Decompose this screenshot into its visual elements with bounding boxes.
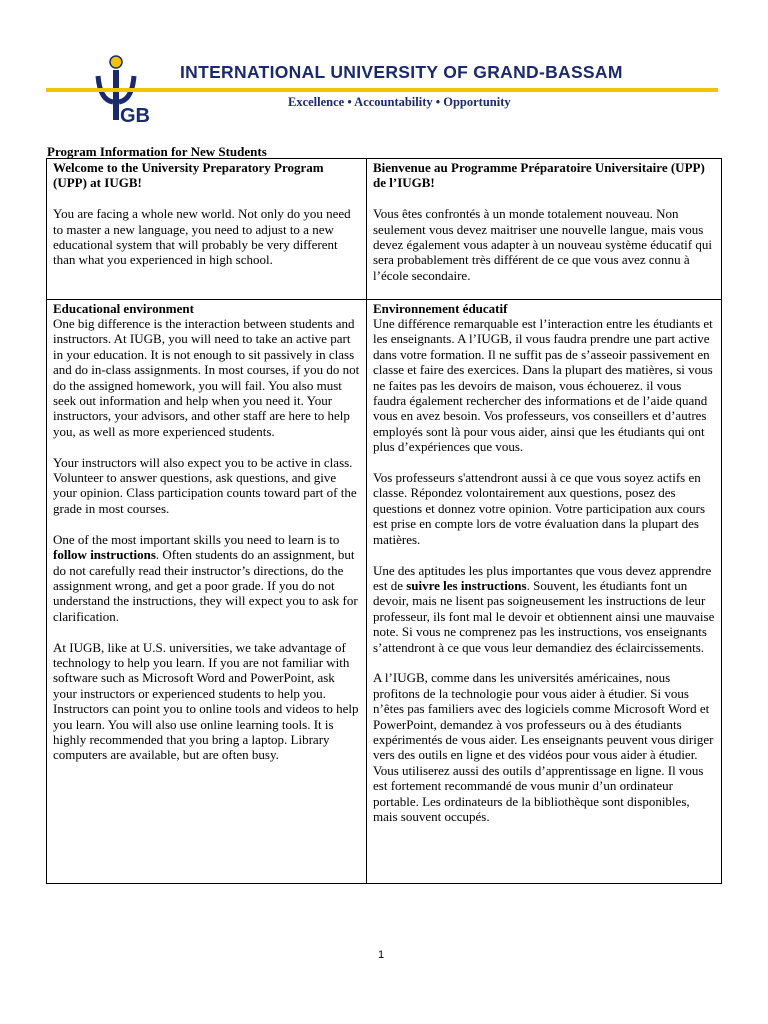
- environment-paragraph-3-fr: [373, 563, 715, 655]
- follow-instructions-emphasis: follow instructions: [53, 547, 156, 563]
- welcome-heading-en: Welcome to the University Preparatory Program (UPP) at IUGB!: [53, 160, 324, 191]
- environment-cell-fr: [367, 299, 722, 883]
- p3-text-end-en: . Often students do an assignment, but do not carefully read their instructor’s directions, do the assignment wrong, and get a poor grade. If you do not understand the instructions, they will expect you to ask for clarification.: [53, 547, 358, 624]
- table-row: [47, 159, 722, 300]
- suivre-instructions-emphasis: suivre les instructions: [406, 577, 527, 593]
- environment-heading-fr: Environnement éducatif: [373, 300, 508, 316]
- environment-paragraph-3-en: [53, 532, 360, 624]
- environment-paragraph-1-fr: Une différence remarquable est l’interaction entre les étudiants et les enseignants. A l’IUGB, il vous faudra prendre une part active dans votre formation. Il ne suffit pas de s’asseoir passivement en classe et faire des exercices. Dans la plupart des matières, si vous ne faites pas les devoirs de maison, vous échouerez. il vous faudra également rechercher des informations et de l’aide quand vous en avez besoin. Vos professeurs, vos conseillers et d’autres employés sont là pour vous aider, ainsi que les étudiants qui ont plus d’expériences que vous.: [373, 316, 713, 455]
- environment-paragraph-1-en: One big difference is the interaction between students and instructors. At IUGB, you will need to take an active part in your education. It is not enough to sit passively in class and do in-class assignments. In most courses, if you do not do the assigned homework, you will fail. You also must seek out information and help when you need it. Your instructors, your advisors, and other staff are here to help you, as well as more experienced students.: [53, 316, 360, 439]
- page-number: 1: [378, 949, 385, 961]
- welcome-heading-fr: Bienvenue au Programme Préparatoire Universitaire (UPP) de l’IUGB!: [373, 160, 705, 191]
- environment-paragraph-4-en: At IUGB, like at U.S. universities, we take advantage of technology to help you learn. If you are not familiar with software such as Microsoft Word and PowerPoint, ask your instructors or experienced students to help you. Instructors can point you to online tools and videos to help you learn. You will also use online learning tools. It is highly recommended that you bring a laptop. Library computers are available, but are often busy.: [53, 639, 359, 763]
- p3-text-start-fr: Une des aptitudes les plus importantes que vous devez apprendre est de: [373, 562, 712, 593]
- bilingual-info-table: [46, 158, 722, 884]
- welcome-cell-en: [47, 159, 367, 300]
- table-row: [47, 299, 722, 883]
- welcome-paragraph-en: You are facing a whole new world. Not only do you need to master a new language, you need to adjust to a new educational system that will probably be very different than what you experienced in high school.: [53, 206, 351, 268]
- welcome-cell-fr: [367, 159, 722, 300]
- university-motto: Excellence • Accountability • Opportunity: [288, 95, 511, 109]
- environment-cell-en: [47, 299, 367, 883]
- environment-heading-en: Educational environment: [53, 300, 194, 316]
- logo-text: GB: [120, 105, 150, 127]
- university-name: INTERNATIONAL UNIVERSITY OF GRAND-BASSAM: [180, 62, 623, 82]
- environment-paragraph-2-en: Your instructors will also expect you to be active in class. Volunteer to answer questions, ask questions, and give your opinion. Class participation counts toward part of the grade in most courses.: [53, 454, 357, 516]
- environment-paragraph-4-fr: A l’IUGB, comme dans les universités américaines, nous profitons de la technologie pour vous aider à étudier. Si vous n’êtes pas familiers avec des logiciels comme Microsoft Word et PowerPoint, demandez à vos professeurs ou à des étudiants expérimentés de vous aider. Les enseignants peuvent vous diriger vers des outils en ligne et des vidéos pour vous aider à étudier. Vous utiliserez aussi des outils d’apprentissage en ligne. Il vous est fortement recommandé de vous munir d’un ordinateur portable. Les ordinateurs de la bibliothèque sont disponibles, mais souvent occupés.: [373, 670, 714, 824]
- p3-text-start-en: One of the most important skills you need to learn is to: [53, 531, 340, 547]
- p3-text-end-fr: . Souvent, les étudiants font un devoir, mais ne lisent pas soigneusement les instructions de leur professeur, ils font mal le devoir et obtiennent ainsi une mauvaise note. Si vous ne comprenez pas les instructions, vos enseignants s’attendront à ce que vous leur demandiez des éclaircissements.: [373, 577, 715, 655]
- environment-paragraph-2-fr: Vos professeurs s'attendront aussi à ce que vous soyez actifs en classe. Répondez volontairement aux questions, posez des questions et donnez votre opinion. Votre participation aux cours est prise en compte lors de votre évaluation dans la plupart des matières.: [373, 470, 706, 547]
- iugb-logo-icon: [76, 52, 156, 128]
- welcome-paragraph-fr: Vous êtes confrontés à un monde totalement nouveau. Non seulement vous devez maitriser une nouvelle langue, mais vous devez également vous adapter à un nouveau système éducatif qui sera probablement très différent de ce que vous avez connu à l’école secondaire.: [373, 206, 712, 283]
- letterhead: [46, 50, 718, 132]
- document-caption: Program Information for New Students: [47, 144, 267, 159]
